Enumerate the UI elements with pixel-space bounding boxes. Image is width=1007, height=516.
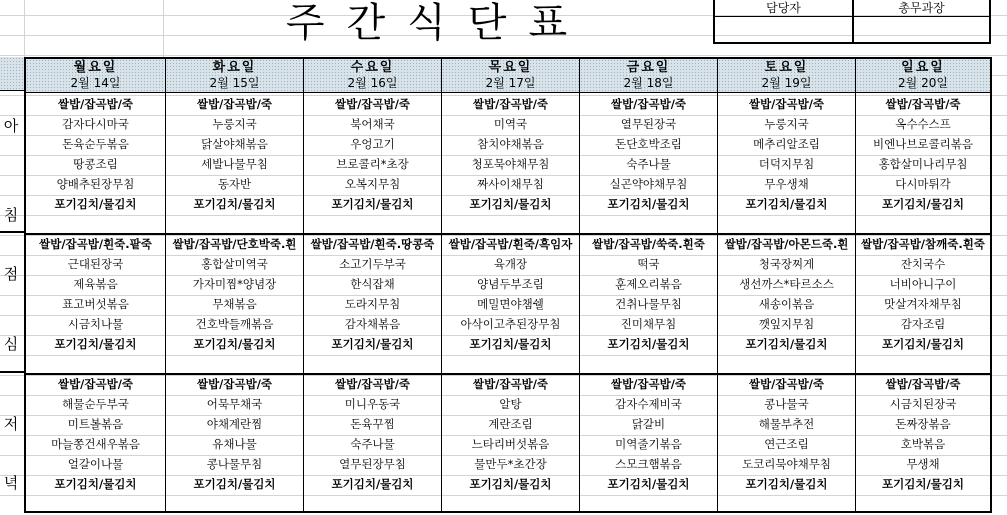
menu-item[interactable]: 짜사이채무침 bbox=[477, 177, 544, 191]
menu-item[interactable]: 메추리알조림 bbox=[753, 137, 820, 151]
menu-item[interactable]: 미역국 bbox=[493, 117, 528, 131]
day-name: 일요일 bbox=[901, 60, 945, 75]
menu-item[interactable]: 포기김치/물김치 bbox=[745, 477, 828, 491]
menu-item[interactable]: 열무된장국 bbox=[620, 117, 677, 131]
approval-label-manager: 담당자 bbox=[766, 1, 801, 15]
menu-item[interactable]: 포기김치/물김치 bbox=[882, 197, 964, 211]
day-date: 2월 19일 bbox=[761, 76, 812, 90]
menu-item[interactable]: 북어채국 bbox=[350, 117, 395, 131]
menu-item[interactable]: 건호박들깨볶음 bbox=[195, 317, 274, 331]
menu-item[interactable]: 메밀면야챔쉘 bbox=[477, 297, 544, 311]
gridline-h bbox=[0, 55, 1007, 56]
menu-item[interactable]: 땅콩조림 bbox=[73, 157, 118, 171]
menu-item[interactable]: 도라지무침 bbox=[344, 297, 401, 311]
menu-item[interactable]: 열무된장무침 bbox=[339, 457, 406, 471]
day-name: 월요일 bbox=[73, 60, 118, 75]
corner-cell bbox=[0, 57, 24, 91]
menu-item[interactable]: 오복지무침 bbox=[344, 177, 401, 191]
menu-item[interactable]: 건취나물무침 bbox=[615, 297, 682, 311]
day-header bbox=[304, 59, 441, 93]
menu-item[interactable]: 포기김치/물김치 bbox=[331, 337, 414, 351]
menu-item[interactable]: 돈단호박조림 bbox=[615, 137, 682, 151]
meal-block-lunch bbox=[442, 234, 579, 374]
day-name: 목요일 bbox=[488, 60, 533, 75]
menu-item[interactable]: 느타리버섯볶음 bbox=[471, 437, 550, 451]
menu-item[interactable]: 훈제오리볶음 bbox=[615, 277, 682, 291]
meal-label-column bbox=[0, 57, 24, 513]
menu-item[interactable]: 소고기두부국 bbox=[339, 257, 406, 271]
menu-item[interactable]: 미역줄기볶음 bbox=[615, 437, 682, 451]
menu-item[interactable]: 동자반 bbox=[217, 177, 252, 191]
menu-item[interactable]: 포기김치/물김치 bbox=[331, 477, 414, 491]
menu-item[interactable]: 포기김치/물김치 bbox=[607, 337, 690, 351]
day-column-2 bbox=[165, 59, 303, 511]
meal-block-lunch bbox=[718, 234, 855, 374]
menu-item[interactable]: 쌀밥/잡곡밥/죽 bbox=[196, 97, 273, 111]
menu-item[interactable]: 포기김치/물김치 bbox=[469, 337, 552, 351]
menu-item[interactable]: 쌀밥/잡곡밥/단호박죽.흰 bbox=[172, 237, 297, 251]
meal-block-breakfast bbox=[304, 94, 441, 234]
day-header bbox=[580, 59, 717, 93]
menu-item[interactable]: 표고버섯볶음 bbox=[62, 297, 129, 311]
menu-item[interactable]: 쌀밥/잡곡밥/죽 bbox=[885, 97, 961, 111]
menu-item[interactable]: 생선까스*타르소스 bbox=[739, 277, 834, 291]
menu-item[interactable]: 쌀밥/잡곡밥/흰죽.팥죽 bbox=[39, 237, 152, 251]
menu-item[interactable]: 진미채무침 bbox=[620, 317, 677, 331]
approval-sign-director[interactable] bbox=[854, 17, 989, 42]
meal-block-lunch bbox=[26, 234, 165, 374]
menu-item[interactable]: 미니우동국 bbox=[344, 397, 401, 411]
menu-item[interactable]: 돈짜장볶음 bbox=[895, 417, 951, 431]
meal-label-dinner-1: 저 bbox=[3, 415, 19, 433]
day-column-5 bbox=[579, 59, 717, 511]
menu-item[interactable]: 콩나물국 bbox=[764, 397, 809, 411]
day-name: 토요일 bbox=[764, 60, 809, 75]
menu-item[interactable]: 포기김치/물김치 bbox=[469, 477, 552, 491]
menu-item[interactable]: 포기김치/물김치 bbox=[54, 477, 137, 491]
menu-item[interactable]: 쌀밥/잡곡밥/죽 bbox=[196, 377, 273, 391]
menu-item[interactable]: 포기김치/물김치 bbox=[331, 197, 414, 211]
meal-block-dinner bbox=[580, 374, 717, 514]
day-name: 화요일 bbox=[212, 60, 257, 75]
meal-block-dinner bbox=[304, 374, 441, 514]
menu-item[interactable]: 쌀밥/잡곡밥/죽 bbox=[334, 97, 411, 111]
menu-item[interactable]: 쌀밥/잡곡밥/죽 bbox=[472, 97, 549, 111]
day-header bbox=[856, 59, 990, 93]
day-column-7 bbox=[855, 59, 990, 511]
menu-item[interactable]: 콩나물무침 bbox=[206, 457, 263, 471]
menu-item[interactable]: 어묵무채국 bbox=[206, 397, 263, 411]
menu-item[interactable]: 양념두부조림 bbox=[477, 277, 544, 291]
menu-item[interactable]: 쌀밥/잡곡밥/쑥죽.흰죽 bbox=[592, 237, 705, 251]
day-column-1 bbox=[26, 59, 165, 511]
menu-item[interactable]: 물만두*초간장 bbox=[474, 457, 547, 471]
meal-label-lunch-2: 심 bbox=[3, 335, 19, 353]
menu-item[interactable]: 잔치국수 bbox=[900, 257, 946, 271]
menu-item[interactable]: 유채나물 bbox=[212, 437, 257, 451]
menu-item[interactable]: 닭갈비 bbox=[631, 417, 666, 431]
weekly-menu-table bbox=[24, 57, 992, 513]
menu-item[interactable]: 미트볼볶음 bbox=[67, 417, 124, 431]
day-header bbox=[166, 59, 303, 93]
menu-item[interactable]: 포기김치/물김치 bbox=[54, 197, 137, 211]
menu-item[interactable]: 도코리묵야채무침 bbox=[742, 457, 831, 471]
menu-item[interactable]: 포기김치/물김치 bbox=[469, 197, 552, 211]
menu-item[interactable]: 해물부추전 bbox=[758, 417, 815, 431]
day-date: 2월 15일 bbox=[209, 76, 260, 90]
meal-block-breakfast bbox=[718, 94, 855, 234]
menu-item[interactable]: 근대된장국 bbox=[67, 257, 124, 271]
menu-item[interactable]: 누룽지국 bbox=[212, 117, 257, 131]
approval-sign-manager[interactable] bbox=[715, 17, 852, 42]
day-date: 2월 18일 bbox=[623, 76, 674, 90]
menu-item[interactable]: 육개장 bbox=[493, 257, 528, 271]
menu-item[interactable]: 감자수제비국 bbox=[615, 397, 682, 411]
menu-item[interactable]: 우엉고기 bbox=[350, 137, 395, 151]
meal-block-breakfast bbox=[856, 94, 990, 234]
menu-item[interactable]: 맛살겨자채무침 bbox=[884, 297, 962, 311]
menu-item[interactable]: 홍합살미역국 bbox=[201, 257, 268, 271]
menu-item[interactable]: 너비아니구이 bbox=[889, 277, 957, 291]
menu-item[interactable]: 쌀밥/잡곡밥/아몬드죽.흰 bbox=[724, 237, 849, 251]
menu-item[interactable]: 돈육꾸찜 bbox=[350, 417, 395, 431]
menu-item[interactable]: 쌀밥/잡곡밥/죽 bbox=[610, 97, 687, 111]
day-date: 2월 14일 bbox=[70, 76, 121, 90]
menu-item[interactable]: 포기김치/물김치 bbox=[745, 337, 828, 351]
menu-item[interactable]: 다시마튀각 bbox=[895, 177, 951, 191]
menu-item[interactable]: 호박볶음 bbox=[900, 437, 946, 451]
menu-item[interactable]: 마늘쫑건새우볶음 bbox=[51, 437, 140, 451]
menu-item[interactable]: 참치야채볶음 bbox=[477, 137, 544, 151]
menu-item[interactable]: 세발나물무침 bbox=[201, 157, 268, 171]
meal-label-breakfast-1: 아 bbox=[3, 117, 19, 135]
menu-item[interactable]: 쌀밥/잡곡밥/참깨죽.흰죽 bbox=[861, 237, 985, 251]
menu-item[interactable]: 쌀밥/잡곡밥/죽 bbox=[748, 377, 825, 391]
meal-label-dinner-2: 녁 bbox=[3, 474, 19, 492]
menu-item[interactable]: 포기김치/물김치 bbox=[882, 477, 964, 491]
menu-item[interactable]: 청국장찌게 bbox=[758, 257, 815, 271]
day-column-4 bbox=[441, 59, 579, 511]
menu-item[interactable]: 브로콜리*초장 bbox=[336, 157, 409, 171]
menu-item[interactable]: 누룽지국 bbox=[764, 117, 809, 131]
menu-item[interactable]: 연근조림 bbox=[764, 437, 809, 451]
menu-item[interactable]: 쌀밥/잡곡밥/죽 bbox=[334, 377, 411, 391]
meal-block-breakfast bbox=[442, 94, 579, 234]
menu-item[interactable]: 포기김치/물김치 bbox=[193, 477, 276, 491]
menu-item[interactable]: 쌀밥/잡곡밥/죽 bbox=[610, 377, 687, 391]
menu-item[interactable]: 숙주나물 bbox=[626, 157, 671, 171]
meal-block-lunch bbox=[166, 234, 303, 374]
day-header bbox=[442, 59, 579, 93]
meal-block-dinner bbox=[26, 374, 165, 514]
menu-item[interactable]: 감자채볶음 bbox=[344, 317, 401, 331]
day-header bbox=[26, 59, 165, 93]
menu-item[interactable]: 제육볶음 bbox=[73, 277, 118, 291]
menu-item[interactable]: 야채계란찜 bbox=[206, 417, 263, 431]
menu-item[interactable]: 해물순두부국 bbox=[62, 397, 129, 411]
menu-item[interactable]: 계란조림 bbox=[488, 417, 533, 431]
meal-block-lunch bbox=[580, 234, 717, 374]
menu-item[interactable]: 깻잎지무침 bbox=[758, 317, 815, 331]
menu-item[interactable]: 포기김치/물김치 bbox=[745, 197, 828, 211]
menu-item[interactable]: 얼갈이나물 bbox=[67, 457, 124, 471]
menu-item[interactable]: 쌀밥/잡곡밥/죽 bbox=[57, 377, 134, 391]
menu-item[interactable]: 포기김치/물김치 bbox=[607, 197, 690, 211]
menu-item[interactable]: 감자조림 bbox=[900, 317, 946, 331]
menu-item[interactable]: 포기김치/물김치 bbox=[193, 337, 276, 351]
menu-item[interactable]: 한식잡채 bbox=[350, 277, 395, 291]
approval-label-director: 총무과장 bbox=[898, 1, 945, 15]
meal-block-breakfast bbox=[166, 94, 303, 234]
meal-block-dinner bbox=[718, 374, 855, 514]
menu-item[interactable]: 쌀밥/잡곡밥/죽 bbox=[885, 377, 961, 391]
menu-item[interactable]: 무우생채 bbox=[764, 177, 809, 191]
gridline-v bbox=[24, 0, 25, 57]
day-date: 2월 17일 bbox=[485, 76, 536, 90]
menu-item[interactable]: 비엔나브로콜리볶음 bbox=[873, 137, 973, 151]
meal-label-lunch-1: 점 bbox=[3, 265, 19, 283]
day-header bbox=[718, 59, 855, 93]
day-column-3 bbox=[303, 59, 441, 511]
meal-block-lunch bbox=[304, 234, 441, 374]
meal-block-breakfast bbox=[580, 94, 717, 234]
menu-item[interactable]: 실곤약야채무침 bbox=[609, 177, 688, 191]
menu-item[interactable]: 무생채 bbox=[906, 457, 940, 471]
menu-item[interactable]: 더덕지무침 bbox=[758, 157, 815, 171]
menu-item[interactable]: 새송이볶음 bbox=[758, 297, 815, 311]
menu-item[interactable]: 스모크햄볶음 bbox=[615, 457, 682, 471]
menu-item[interactable]: 쌀밥/잡곡밥/죽 bbox=[472, 377, 549, 391]
menu-item[interactable]: 아삭이고추된장무침 bbox=[460, 317, 561, 331]
approval-box bbox=[713, 0, 991, 44]
meal-block-lunch bbox=[856, 234, 990, 374]
menu-item[interactable]: 떡국 bbox=[637, 257, 660, 271]
menu-item[interactable]: 포기김치/물김치 bbox=[54, 337, 137, 351]
menu-item[interactable]: 옥수수스프 bbox=[895, 117, 951, 131]
gridline-v bbox=[163, 0, 164, 57]
menu-item[interactable]: 포기김치/물김치 bbox=[607, 477, 690, 491]
menu-item[interactable]: 쌀밥/잡곡밥/흰죽.땅콩죽 bbox=[310, 237, 435, 251]
menu-item[interactable]: 청포묵야채무침 bbox=[471, 157, 550, 171]
menu-item[interactable]: 시금치된장국 bbox=[889, 397, 957, 411]
day-name: 금요일 bbox=[626, 60, 671, 75]
menu-item[interactable]: 감자다시마국 bbox=[62, 117, 129, 131]
meal-label-breakfast-2: 침 bbox=[3, 206, 19, 224]
day-column-6 bbox=[717, 59, 855, 511]
menu-item[interactable]: 알탕 bbox=[499, 397, 522, 411]
meal-block-dinner bbox=[442, 374, 579, 514]
menu-item[interactable]: 포기김치/물김치 bbox=[882, 337, 964, 351]
menu-item[interactable]: 돈육순두볶음 bbox=[62, 137, 129, 151]
menu-item[interactable]: 쌀밥/잡곡밥/흰죽/흑임자 bbox=[448, 237, 573, 251]
day-date: 2월 16일 bbox=[347, 76, 398, 90]
menu-item[interactable]: 쌀밥/잡곡밥/죽 bbox=[748, 97, 825, 111]
meal-block-dinner bbox=[166, 374, 303, 514]
menu-item[interactable]: 숙주나물 bbox=[350, 437, 395, 451]
day-name: 수요일 bbox=[350, 60, 395, 75]
menu-item[interactable]: 가자미찜*양념장 bbox=[192, 277, 277, 291]
menu-item[interactable]: 시금치나물 bbox=[67, 317, 124, 331]
day-date: 2월 20일 bbox=[898, 76, 948, 90]
meal-block-dinner bbox=[856, 374, 990, 514]
menu-item[interactable]: 닭살야채볶음 bbox=[201, 137, 268, 151]
menu-item[interactable]: 양배추된장무침 bbox=[56, 177, 135, 191]
menu-item[interactable]: 포기김치/물김치 bbox=[193, 197, 276, 211]
meal-block-breakfast bbox=[26, 94, 165, 234]
page-title: 주간식단표 bbox=[285, 0, 590, 46]
menu-item[interactable]: 무채볶음 bbox=[212, 297, 257, 311]
menu-item[interactable]: 쌀밥/잡곡밥/죽 bbox=[57, 97, 134, 111]
menu-item[interactable]: 홍합살미나리무침 bbox=[878, 157, 968, 171]
